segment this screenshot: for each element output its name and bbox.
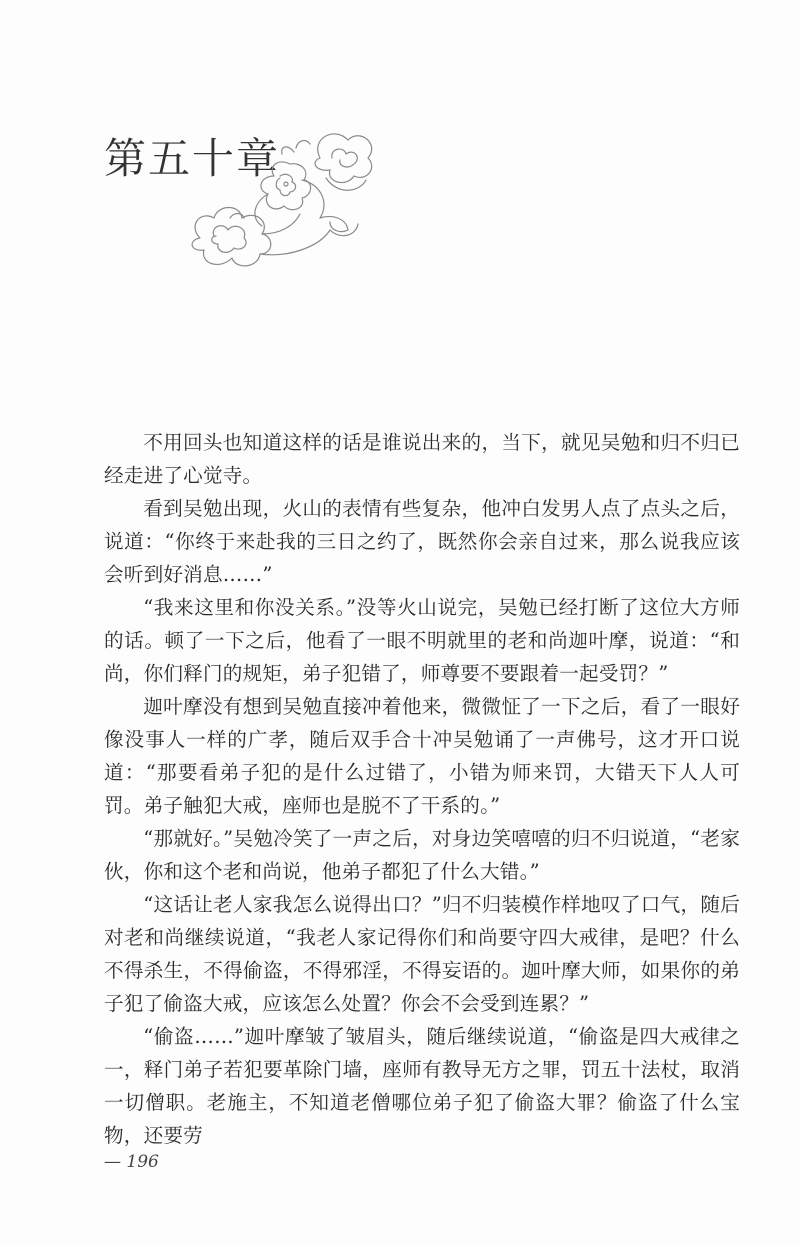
paragraph-2: 看到吴勉出现，火山的表情有些复杂，他冲白发男人点了点头之后，说道：“你终于来赴我的三日之约了，既然你会亲自过来，那么说我应该会听到好消息……” (104, 497, 740, 586)
paragraph-3: “我来这里和你没关系。”没等火山说完，吴勉已经打断了这位大方师的话。顿了一下之后，他看了一眼不明就里的老和尚迦叶摩，说道：“和尚，你们释门的规矩，弟子犯错了，师尊要不要跟着一起受罚？” (104, 596, 740, 685)
paragraph-1: 不用回头也知道这样的话是谁说出来的，当下，就见吴勉和归不归已经走进了心觉寺。 (104, 431, 740, 487)
paragraph-6: “这话让老人家我怎么说得出口？”归不归装模作样地叹了口气，随后对老和尚继续说道，“我老人家记得你们和尚要守四大戒律，是吧？什么不得杀生，不得偷盗，不得邪淫，不得妄语的。迦叶摩大师，如果你的弟子犯了偷盗大戒，应该怎么处置？你会不会受到连累？” (104, 893, 740, 1015)
chapter-body (104, 426, 740, 1152)
cloud-dragon-ornament-icon (170, 118, 380, 288)
paragraph-7: “偷盗……”迦叶摩皱了皱眉头，随后继续说道，“偷盗是四大戒律之一，释门弟子若犯要革除门墙，座师有教导无方之罪，罚五十法杖，取消一切僧职。老施主，不知道老僧哪位弟子犯了偷盗大罪？偷盗了什么宝物，还要劳 (104, 1025, 740, 1147)
paragraph-5: “那就好。”吴勉冷笑了一声之后，对身边笑嘻嘻的归不归说道，“老家伙，你和这个老和尚说，他弟子都犯了什么大错。” (104, 827, 740, 883)
paragraph-4: 迦叶摩没有想到吴勉直接冲着他来，微微怔了一下之后，看了一眼好像没事人一样的广孝，随后双手合十冲吴勉诵了一声佛号，这才开口说道：“那要看弟子犯的是什么过错了，小错为师来罚，大错天下人人可罚。弟子触犯大戒，座师也是脱不了干系的。” (104, 695, 740, 817)
chapter-title: 第五十章 (104, 134, 281, 183)
page-number: — 196 (104, 1152, 159, 1172)
